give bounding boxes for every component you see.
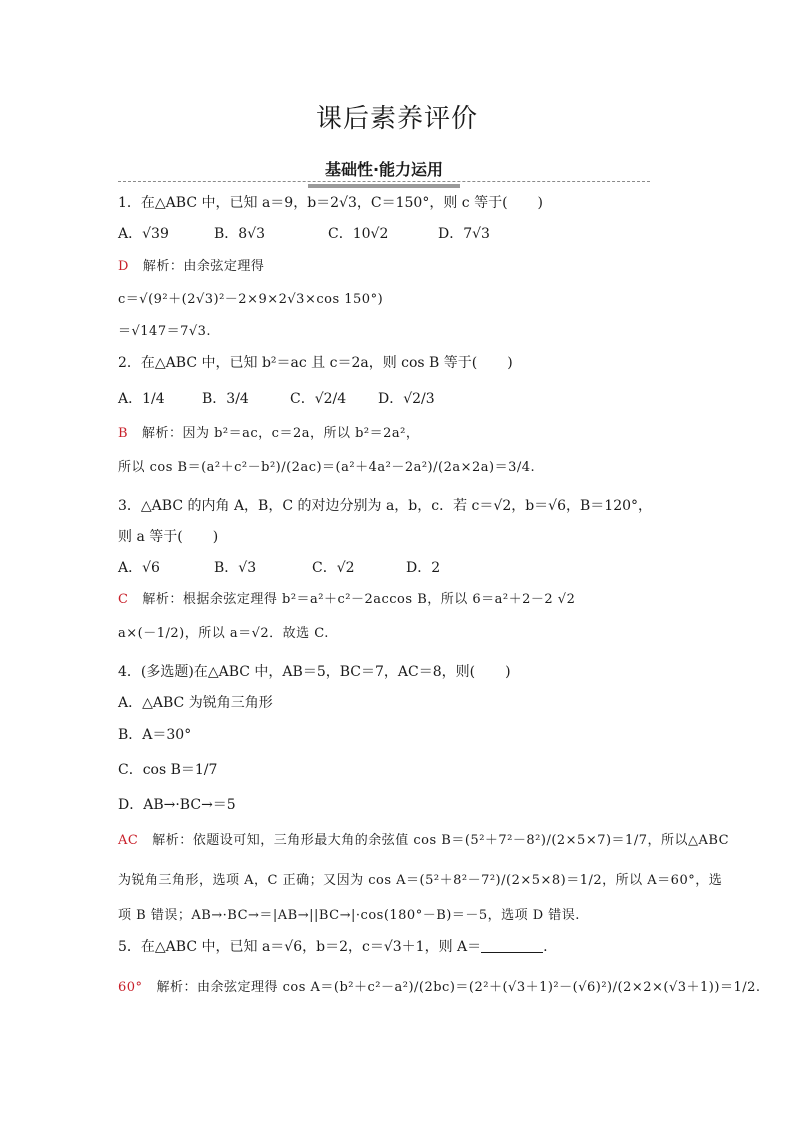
question-4-solution-line-1: AC 解析：依题设可知，三角形最大角的余弦值 cos B＝(5²＋7²－8²)/(2×5×7)＝1/7，所以△ABC	[118, 833, 730, 848]
question-1-answer: D	[118, 259, 129, 274]
question-5-text: 5．在△ABC 中，已知 a＝√6，b＝2，c＝√3＋1，则 A＝	[118, 939, 482, 955]
question-4-answer: AC	[118, 833, 139, 848]
question-1-text: 1．在△ABC 中，已知 a＝9，b＝2√3，C＝150°，则 c 等于(	[118, 195, 508, 211]
option-c: C．10√2	[328, 226, 389, 242]
question-3-solution-line-1: C 解析：根据余弦定理得 b²＝a²＋c²－2accos B，所以 6＝a²＋2－2 √2	[118, 592, 576, 607]
option-c: C．√2	[312, 560, 355, 576]
question-2-solution-line-1: B 解析：因为 b²＝ac，c＝2a，所以 b²＝2a²，	[118, 426, 420, 441]
page-title: 课后素养评价	[315, 104, 478, 134]
question-5-solution-line-1: 60° 解析：由余弦定理得 cos A＝(b²＋c²－a²)/(2bc)＝(2²＋(√3＋1)²－(√6)²)/(2×2×(√3＋1))＝1/2.	[118, 980, 761, 995]
question-3-stem-line-1: 3．△ABC 的内角 A，B，C 的对边分别为 a，b，c．若 c＝√2，b＝√6，B＝120°，	[118, 498, 653, 514]
option-d: D．7√3	[438, 226, 490, 242]
question-4-option-b: B．A＝30°	[118, 727, 192, 743]
question-4-text: 4．(多选题)在△ABC 中，AB＝5，BC＝7，AC＝8，则(	[118, 664, 476, 680]
question-3-paren-close: )	[212, 529, 219, 545]
question-4-stem	[118, 662, 511, 682]
question-4-solution-line-3: 项 B 错误；AB→·BC→＝|AB→||BC→|·cos(180°－B)＝－5，选项 D 错误.	[118, 908, 580, 923]
question-1-stem	[118, 193, 543, 213]
question-2-stem	[118, 353, 513, 373]
question-1-paren-close: )	[537, 195, 544, 211]
answer-blank	[481, 938, 543, 953]
question-3-options	[118, 558, 440, 578]
question-5-answer: 60°	[118, 980, 143, 995]
option-b: B．3/4	[202, 391, 249, 407]
question-1-solution-line-3: ＝√147＝7√3.	[118, 324, 212, 339]
question-4-option-a: A．△ABC 为锐角三角形	[118, 695, 273, 711]
question-4-option-c: C．cos B＝1/7	[118, 762, 218, 778]
option-a: A．1/4	[118, 391, 165, 407]
question-3-solution-line-2: a×(－1/2)，所以 a＝√2．故选 C.	[118, 626, 329, 641]
question-4-option-d: D．AB→·BC→＝5	[118, 797, 236, 813]
option-d: D．√2/3	[378, 391, 435, 407]
option-b: B．8√3	[214, 226, 266, 242]
question-3-answer: C	[118, 592, 129, 607]
option-a: A．√39	[118, 226, 169, 242]
question-1-solution-line-1: D 解析：由余弦定理得	[118, 259, 265, 274]
section-header	[118, 160, 650, 186]
option-a: A．√6	[118, 560, 160, 576]
question-3-stem-line-2: 则 a 等于( )	[118, 529, 219, 545]
question-5-stem: 5．在△ABC 中，已知 a＝√6，b＝2，c＝√3＋1，则 A＝ .	[118, 939, 548, 955]
question-1-solution-line-2: c＝√(9²＋(2√3)²－2×9×2√3×cos 150°)	[118, 292, 384, 307]
question-2-options	[118, 389, 435, 409]
option-c: C．√2/4	[290, 391, 347, 407]
question-1-options	[118, 224, 490, 244]
option-d: D．2	[406, 560, 441, 576]
question-2-text: 2．在△ABC 中，已知 b²＝ac 且 c＝2a，则 cos B 等于(	[118, 355, 478, 371]
question-4-paren-close: )	[505, 664, 511, 680]
question-4-solution-line-2: 为锐角三角形，选项 A，C 正确；又因为 cos A＝(5²＋8²－7²)/(2×5×8)＝1/2，所以 A＝60°，选	[118, 873, 723, 888]
question-2-solution-line-2: 所以 cos B＝(a²＋c²－b²)/(2ac)＝(a²＋4a²－2a²)/(2a×2a)＝3/4.	[118, 460, 536, 475]
option-b: B．√3	[214, 560, 257, 576]
section-title: 基础性·能力运用	[308, 160, 460, 188]
question-2-paren-close: )	[507, 355, 513, 371]
question-2-answer: B	[118, 426, 129, 441]
